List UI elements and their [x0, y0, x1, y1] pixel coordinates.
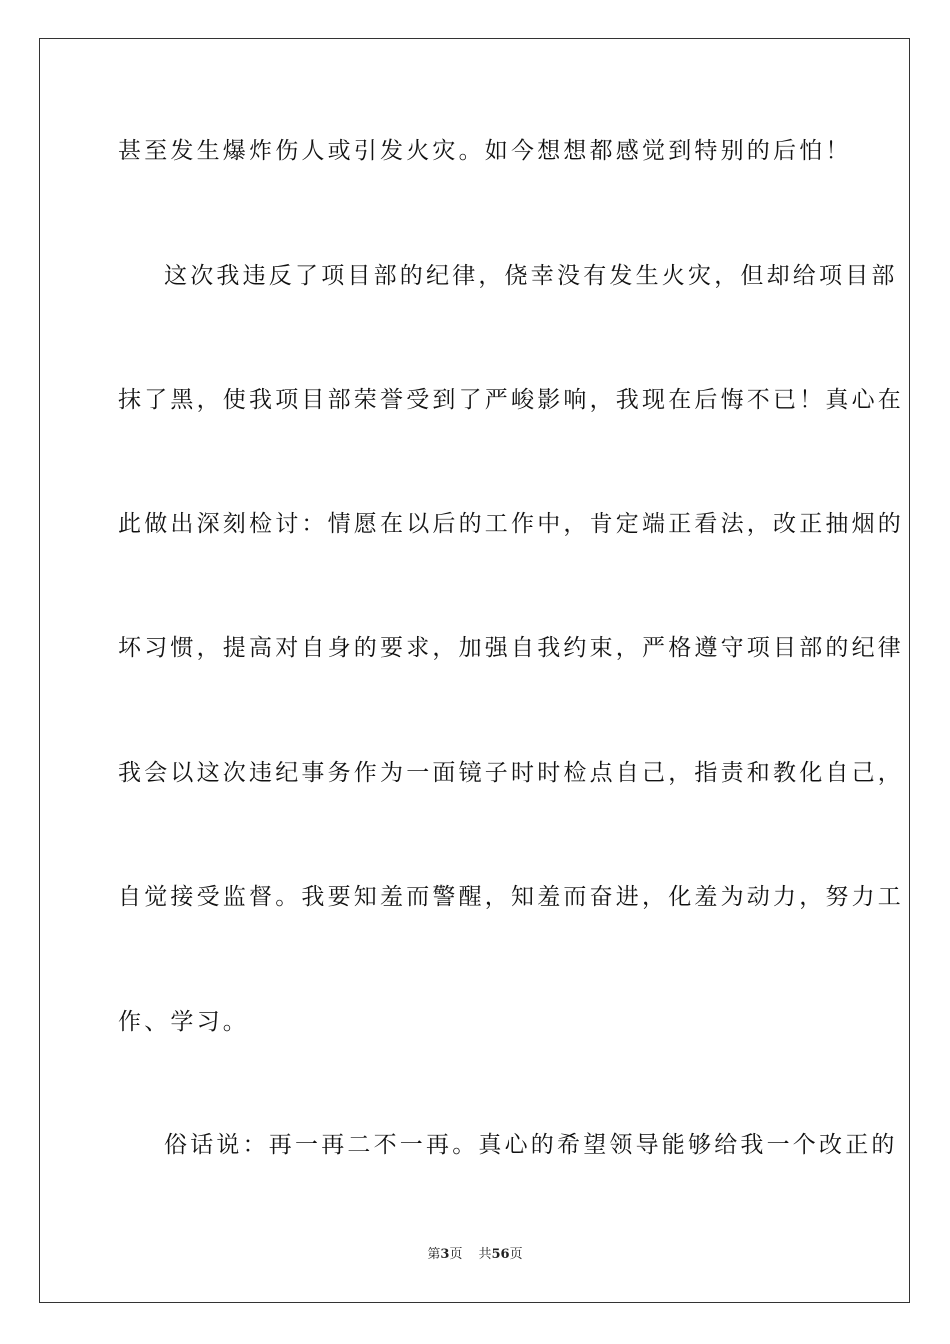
paragraph-line: 抹了黑，使我项目部荣誉受到了严峻影响，我现在后悔不已！真心在 — [118, 387, 904, 413]
page-number: 3 — [440, 1247, 450, 1262]
paragraph-line: 此做出深刻检讨：情愿在以后的工作中，肯定端正看法，改正抽烟的 — [118, 511, 904, 537]
page-label-prefix: 第 — [427, 1247, 441, 1262]
page-label-suffix: 页 — [449, 1247, 463, 1262]
page-border — [39, 38, 910, 1303]
paragraph-line: 甚至发生爆炸伤人或引发火灾。如今想想都感觉到特别的后怕！ — [118, 138, 852, 164]
total-label-prefix: 共 — [478, 1247, 492, 1262]
paragraph-line: 作、学习。 — [118, 1009, 249, 1035]
paragraph-line: 自觉接受监督。我要知羞而警醒，知羞而奋进，化羞为动力，努力工 — [118, 884, 904, 910]
paragraph-line: 这次我违反了项目部的纪律，侥幸没有发生火灾，但却给项目部 — [164, 263, 898, 289]
total-label-suffix: 页 — [509, 1247, 523, 1262]
paragraph-line: 坏习惯，提高对自身的要求，加强自我约束，严格遵守项目部的纪律 — [118, 635, 904, 661]
page-footer — [0, 1246, 950, 1264]
total-pages: 56 — [491, 1247, 510, 1262]
paragraph-line: 俗话说：再一再二不一再。真心的希望领导能够给我一个改正的 — [164, 1132, 898, 1158]
paragraph-line: 我会以这次违纪事务作为一面镜子时时检点自己，指责和教化自己， — [118, 760, 904, 786]
